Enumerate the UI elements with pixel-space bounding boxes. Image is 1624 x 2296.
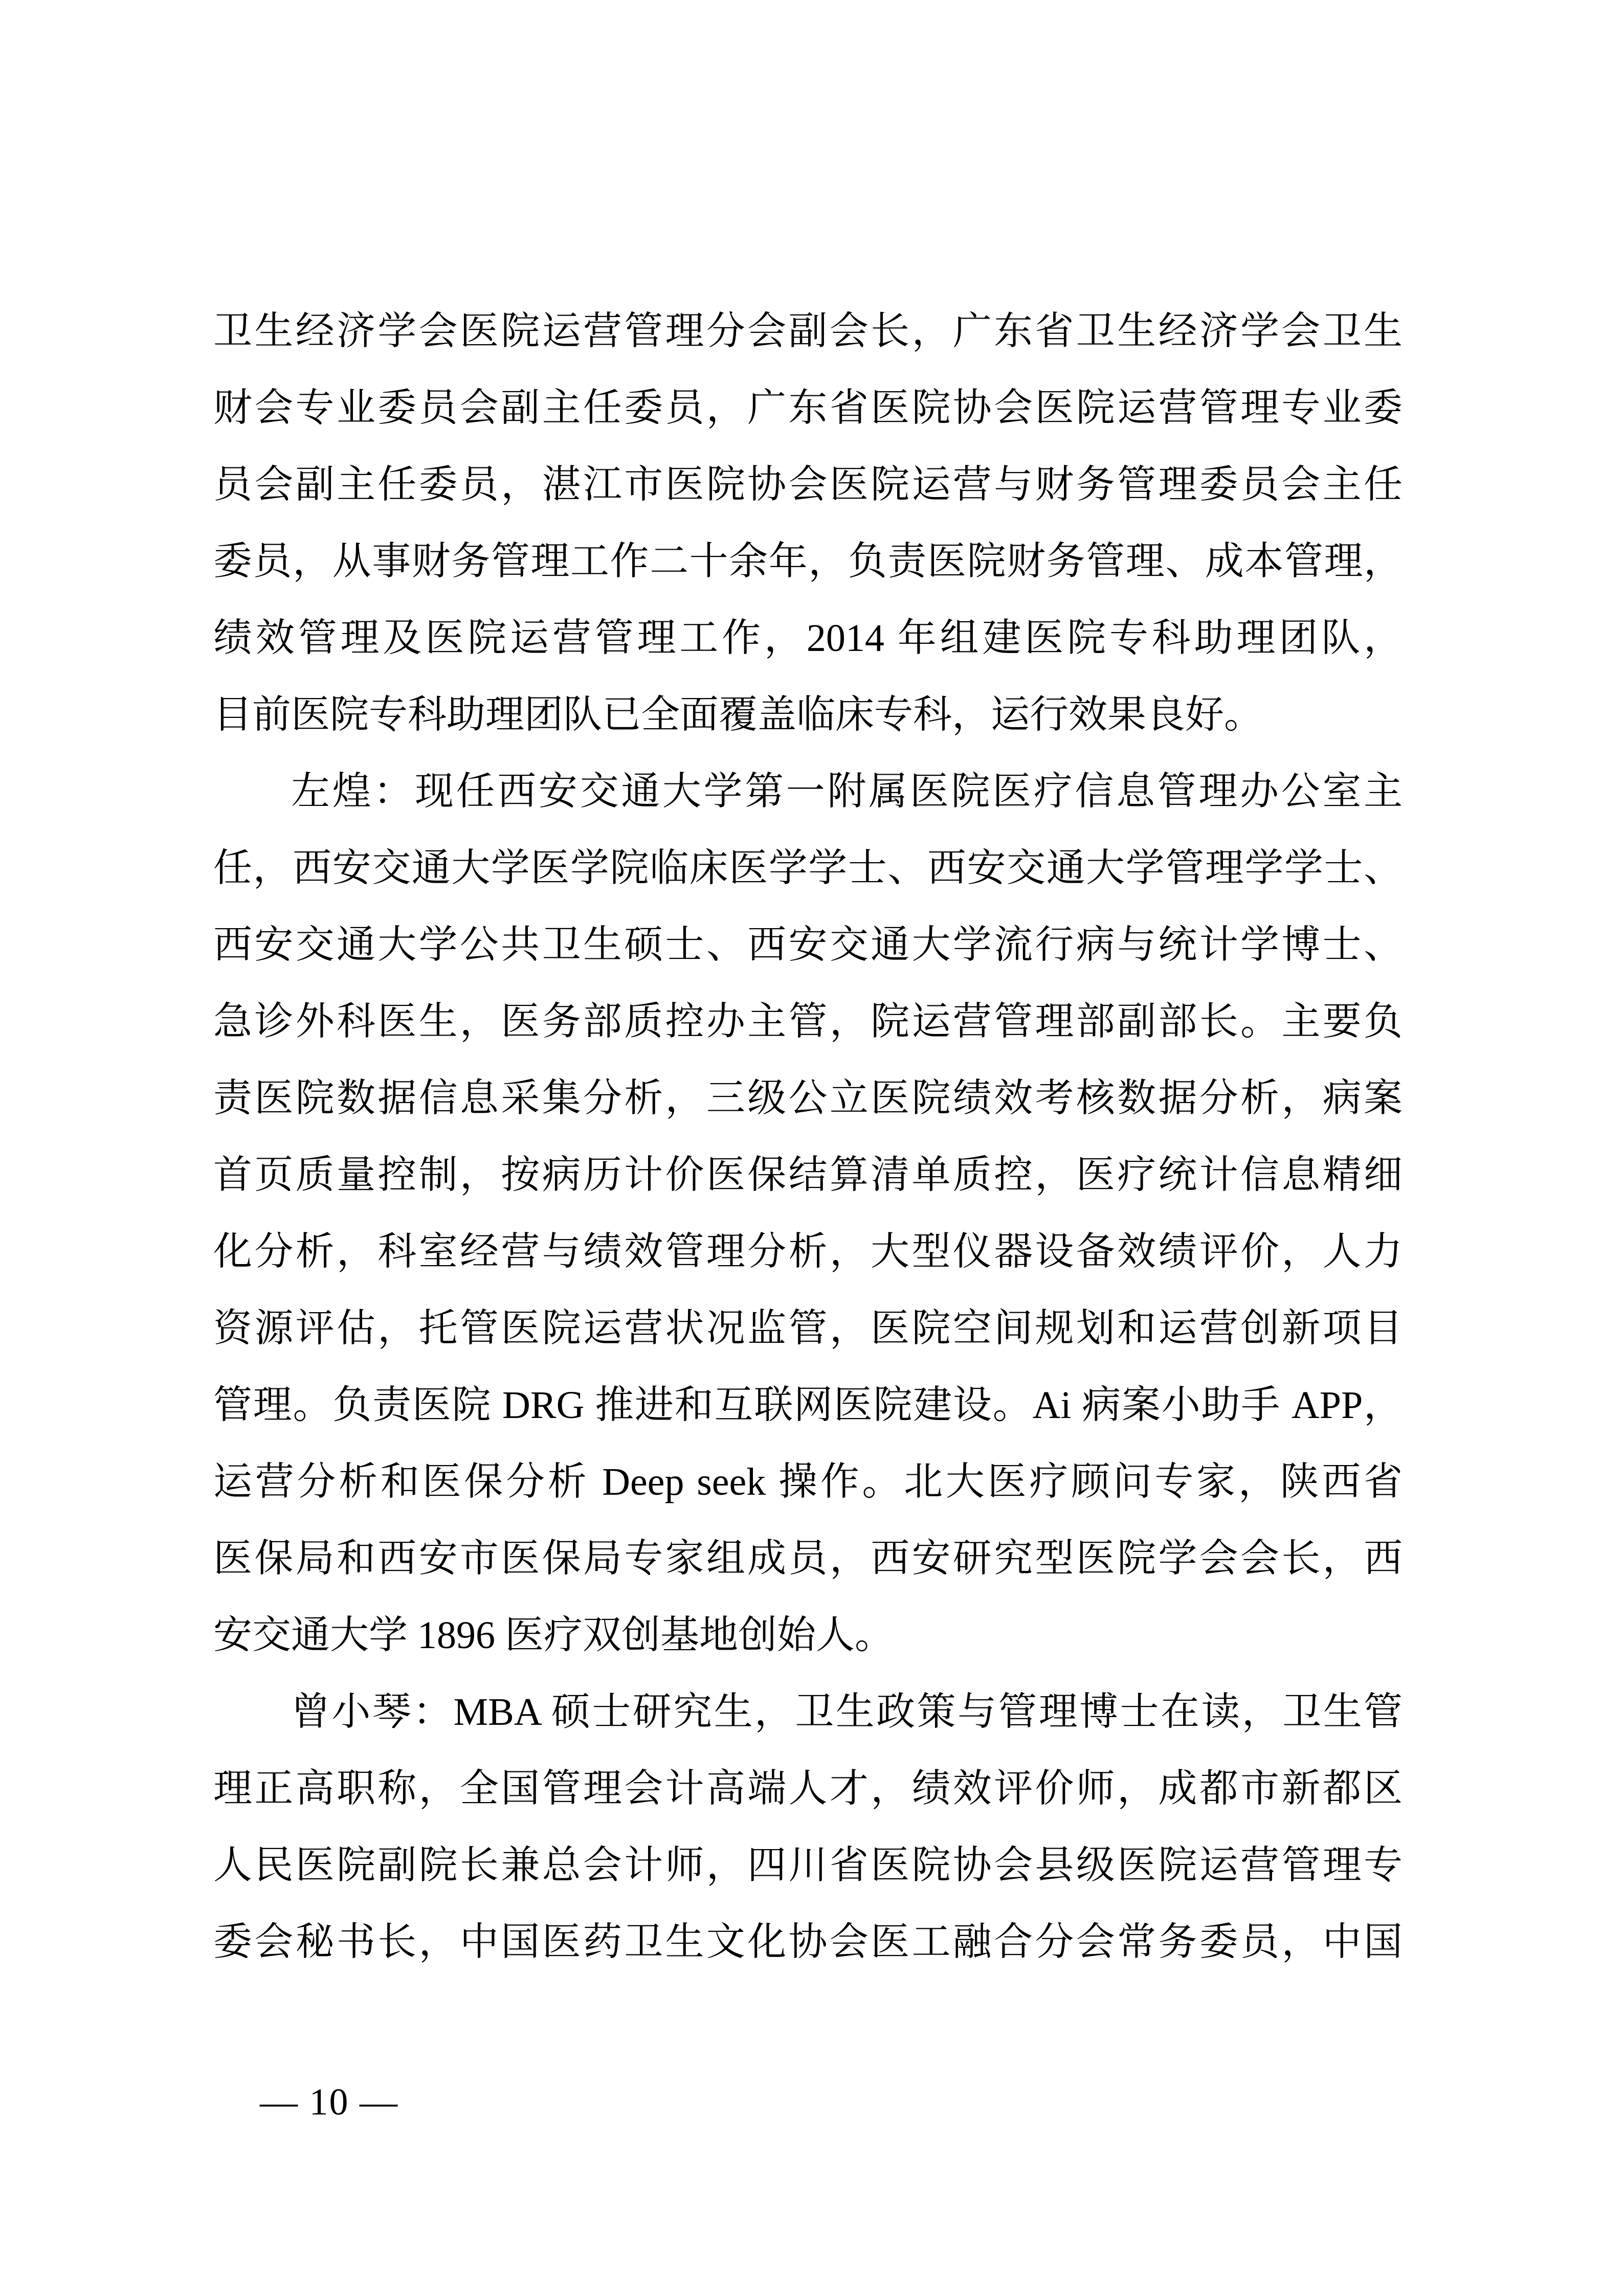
text-line: 急诊外科医生，医务部质控办主管，院运营管理部副部长。主要负: [213, 1000, 1403, 1043]
text-line: 绩效管理及医院运营管理工作，2014 年组建医院专科助理团队，: [213, 617, 1403, 660]
text-line: 曾小琴：MBA 硕士研究生，卫生政策与管理博士在读，卫生管: [291, 1691, 1403, 1734]
text-line: 目前医院专科助理团队已全面覆盖临床专科，运行效果良好。: [213, 693, 1263, 736]
text-line: 员会副主任委员，湛江市医院协会医院运营与财务管理委员会主任: [213, 463, 1403, 506]
text-line: 委会秘书长，中国医药卫生文化协会医工融合分会常务委员，中国: [213, 1921, 1403, 1964]
text-line: 运营分析和医保分析 Deep seek 操作。北大医疗顾问专家，陕西省: [213, 1460, 1403, 1503]
text-line: 西安交通大学公共卫生硕士、西安交通大学流行病与统计学博士、: [213, 924, 1403, 966]
text-line: 委员，从事财务管理工作二十余年，负责医院财务管理、成本管理，: [213, 540, 1403, 583]
text-line: 化分析，科室经营与绩效管理分析，大型仪器设备效绩评价，人力: [213, 1230, 1403, 1273]
text-line: 责医院数据信息采集分析，三级公立医院绩效考核数据分析，病案: [213, 1077, 1403, 1120]
body-text: [213, 293, 1403, 1980]
text-line: 安交通大学 1896 医疗双创基地创始人。: [213, 1614, 894, 1657]
text-line: 人民医院副院长兼总会计师，四川省医院协会县级医院运营管理专: [213, 1844, 1403, 1887]
text-line: 管理。负责医院 DRG 推进和互联网医院建设。Ai 病案小助手 APP，: [213, 1384, 1403, 1427]
text-line: 首页质量控制，按病历计价医保结算清单质控，医疗统计信息精细: [213, 1154, 1403, 1197]
text-line: 财会专业委员会副主任委员，广东省医院协会医院运营管理专业委: [213, 387, 1403, 430]
text-line: 资源评估，托管医院运营状况监管，医院空间规划和运营创新项目: [213, 1307, 1403, 1350]
text-line: 医保局和西安市医保局专家组成员，西安研究型医院学会会长，西: [213, 1537, 1403, 1580]
page-number: — 10 —: [260, 2081, 398, 2123]
text-line: 任，西安交通大学医学院临床医学学士、西安交通大学管理学学士、: [213, 847, 1403, 890]
text-line: 卫生经济学会医院运营管理分会副会长，广东省卫生经济学会卫生: [213, 310, 1403, 353]
text-line: 理正高职称，全国管理会计高端人才，绩效评价师，成都市新都区: [213, 1767, 1403, 1810]
text-line: 左煌：现任西安交通大学第一附属医院医疗信息管理办公室主: [291, 770, 1403, 813]
